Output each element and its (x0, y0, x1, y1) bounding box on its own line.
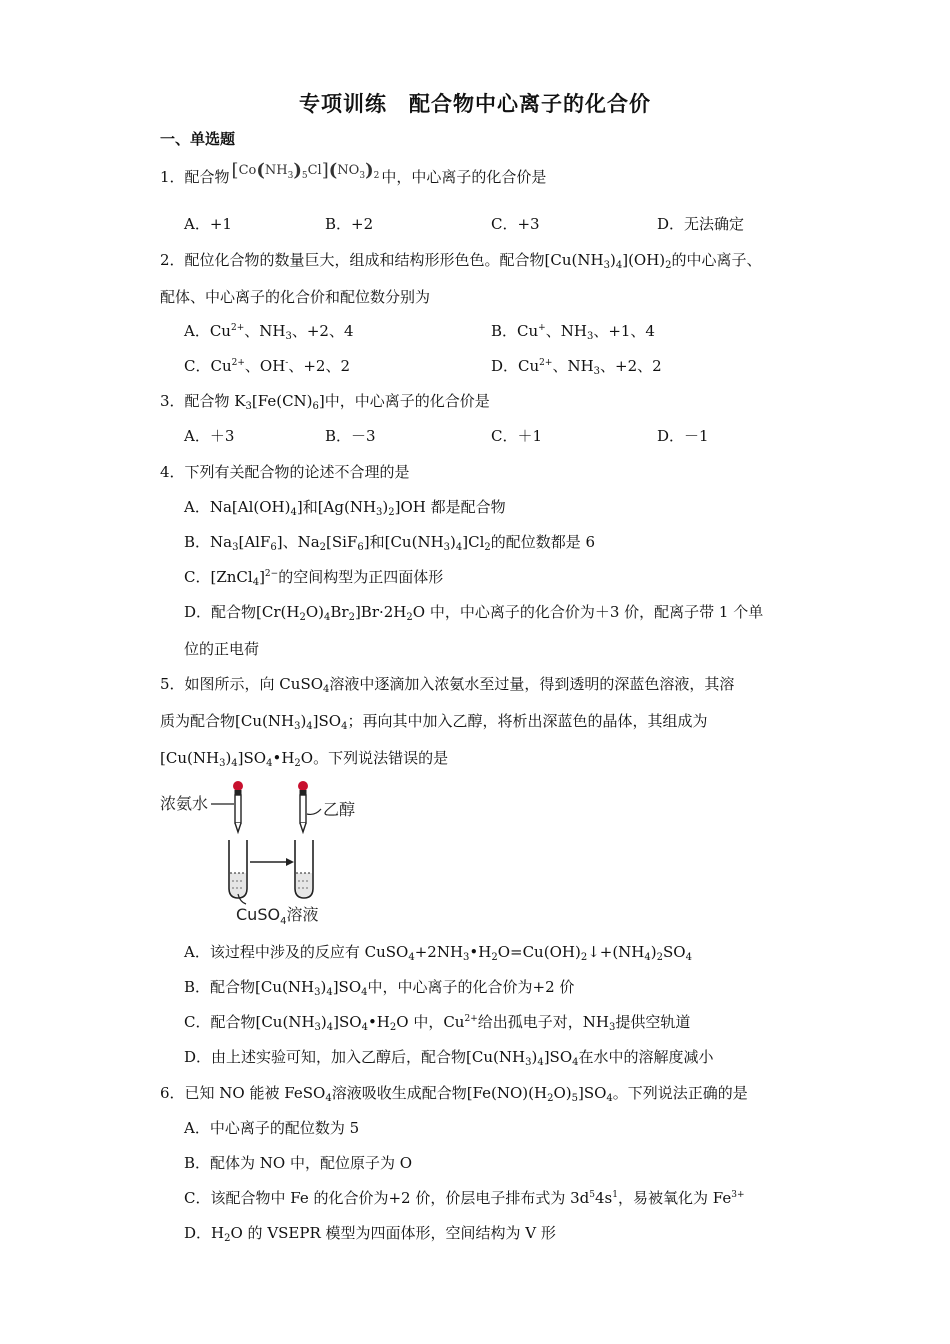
q2-option-b: B．Cu+、$NH_3$、+1、4 (491, 322, 655, 342)
q6-option-d: D．$H_2O$ 的 VSEPR 模型为四面体形，空间结构为 V 形 (184, 1224, 556, 1244)
q4-option-a: A．$Na[Al(OH)_4]$和$[Ag(NH_3)_2]OH$ 都是配合物 (184, 498, 506, 518)
q6-option-a: A．中心离子的配位数为 5 (184, 1119, 360, 1137)
q4-option-d-line2: 位的正电荷 (184, 640, 260, 658)
q3-option-a: A．＋3 (184, 427, 235, 445)
question-3-stem: 3．配合物 $K_3[Fe(CN)_6]$中，中心离子的化合价是 (160, 392, 490, 412)
q4-option-b: B．$Na_3[AlF_6]$、$Na_2[SiF_6]$和$[Cu(NH_3)_4]Cl_2$的配位数都是 6 (184, 533, 596, 553)
question-5-stem-line3: $[Cu(NH_3)_4]SO_4•H_2O$。下列说法错误的是 (160, 749, 449, 769)
q5-option-d: D．由上述实验可知，加入乙醇后，配合物$[Cu(NH_3)_4]SO_4$在水中的溶解度减小 (184, 1048, 714, 1068)
q5-option-a: A．该过程中涉及的反应有 $CuSO_4+2NH_3•H_2O=Cu(OH)_2↓+(NH_4)_2SO_4$ (184, 943, 692, 963)
experiment-figure (158, 776, 368, 926)
q1-option-c: C．+3 (491, 215, 540, 233)
label-cuso4-solution: CuSO$_4$溶液 (236, 905, 319, 926)
formula-image: $[Co(NH_3)_5Cl](NO_3)_2$ (231, 160, 380, 181)
question-5-stem-line1: 5．如图所示，向 CuSO$_4$溶液中逐滴加入浓氨水至过量，得到透明的深蓝色溶液，其溶 (160, 675, 735, 695)
test-tube-right (295, 840, 313, 898)
q2-option-d: D．$Cu^{2+}$、$NH_3$、+2、2 (491, 357, 662, 377)
question-6-stem: 6．已知 NO 能被 FeSO$_4$溶液吸收生成配合物$[Fe(NO)(H_2O)_5]SO_4$。下列说法正确的是 (160, 1084, 748, 1104)
q6-option-b: B．配体为 NO 中，配位原子为 O (184, 1154, 413, 1172)
q5-option-b: B．配合物$[Cu(NH_3)_4]SO_4$中，中心离子的化合价为+2 价 (184, 978, 575, 998)
q1-option-a: A．+1 (184, 215, 232, 233)
q2-option-a: A．$Cu^{2+}$、$NH_3$、+2、4 (184, 322, 354, 342)
label-ethanol: 乙醇 (323, 800, 356, 819)
question-4-stem: 4．下列有关配合物的论述不合理的是 (160, 463, 410, 481)
q2-option-c: C．$Cu^{2+}$、OH-、+2、2 (184, 357, 350, 375)
dropper-ethanol (298, 781, 308, 832)
page-title: 专项训练 配合物中心离子的化合价 (299, 91, 651, 116)
q3-option-d: D．－1 (657, 427, 709, 445)
q3-option-c: C．＋1 (491, 427, 543, 445)
q5-option-c: C．配合物$[Cu(NH_3)_4]SO_4•H_2O$ 中，$Cu^{2+}$给出孤电子对，$NH_3$提供空轨道 (184, 1013, 691, 1033)
dropper-ammonia (233, 781, 243, 832)
q4-option-c: C．[ZnCl$_4$]$^{2-}$的空间构型为正四面体形 (184, 568, 444, 588)
q6-option-c: C．该配合物中 Fe 的化合价为+2 价，价层电子排布式为 $3d^54s^1$，易被氧化为 $Fe^{3+}$ (184, 1189, 745, 1207)
test-tube-left (229, 840, 247, 898)
question-2-stem-line1: 2．配位化合物的数量巨大，组成和结构形形色色。配合物$[Cu(NH_3)_4](OH)_2$的中心离子、 (160, 251, 762, 271)
q4-option-d-line1: D．配合物$[Cr(H_2O)_4Br_2]Br\cdot 2H_2O$ 中，中心离子的化合价为＋3 价，配离子带 1 个单 (184, 603, 764, 623)
label-ammonia: 浓氨水 (160, 794, 209, 813)
q1-option-b: B．+2 (325, 215, 374, 233)
q3-option-b: B．－3 (325, 427, 376, 445)
section-heading: 一、单选题 (160, 130, 236, 148)
q1-option-d: D．无法确定 (657, 215, 745, 233)
question-1-stem: 1．配合物 $[Co(NH_3)_5Cl](NO_3)_2$ 中，中心离子的化合价是 (160, 160, 547, 186)
question-2-stem-line2: 配体、中心离子的化合价和配位数分别为 (160, 288, 431, 306)
question-5-stem-line2: 质为配合物$[Cu(NH_3)_4]SO_4$；再向其中加入乙醇，将析出深蓝色的晶体，其组成为 (160, 712, 708, 732)
